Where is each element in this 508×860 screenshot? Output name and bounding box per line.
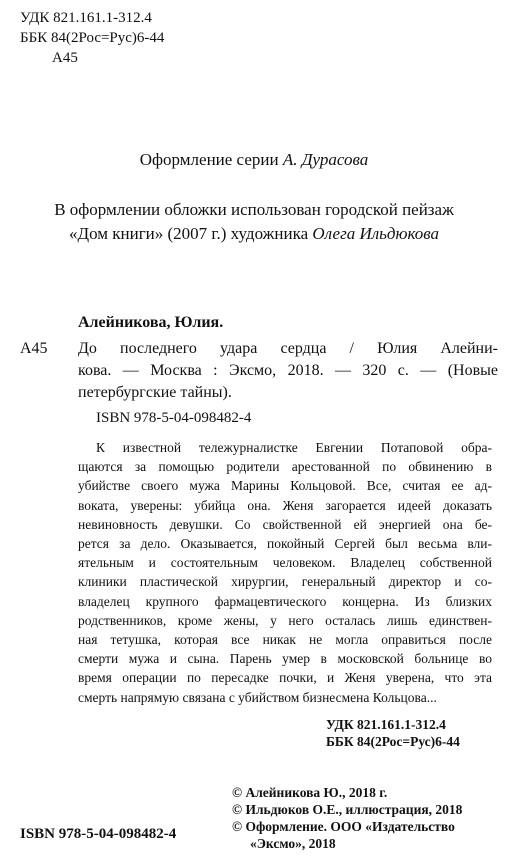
annotation-line: невиновность девушки. Со свойственной ей энергией она бе-	[78, 516, 492, 532]
annotation-line: родственников, кроме жены, у него осталась лишь единствен-	[78, 612, 492, 628]
bibliographic-entry	[78, 338, 498, 404]
bbk-code: ББК 84(2Рос=Рус)6-44	[20, 30, 165, 46]
isbn-record: ISBN 978-5-04-098482-4	[96, 410, 252, 426]
cover-credit-prefix: «Дом книги» (2007 г.) художника	[68, 224, 313, 243]
cutter-code: А45	[52, 50, 78, 66]
annotation-line: смерти мужа и сына. Парень умер в московской больнице во	[78, 651, 492, 667]
annotation	[78, 438, 492, 707]
bib-entry-line-1: До последнего удара сердца / Юлия Алейни-	[78, 340, 498, 357]
annotation-line: рется за дело. Оказывается, покойный Сергей был весьма вли-	[78, 536, 492, 552]
bib-entry-line-2: кова. — Москва : Эксмо, 2018. — 320 с. — (Новые	[78, 362, 498, 379]
cover-credit-line-2	[0, 222, 508, 246]
annotation-line: убийстве своего мужа Марины Кольцовой. Все, считая ее ад-	[78, 478, 492, 494]
udk-code: УДК 821.161.1-312.4	[20, 10, 152, 26]
annotation-line: ятельным и состоятельным человеком. Владелец собственной	[78, 555, 492, 571]
annotation-line: клиники пластической хирургии, генеральный директор и со-	[78, 574, 492, 590]
copyright-line-2: © Ильдюков О.Е., иллюстрация, 2018	[232, 802, 463, 817]
series-designer-name: А. Дурасова	[282, 150, 369, 169]
author-heading: Алейникова, Юлия.	[78, 314, 224, 331]
cover-credit-line-1: В оформлении обложки использован городской пейзаж	[54, 200, 454, 219]
copyright-line-4: «Эксмо», 2018	[250, 836, 336, 851]
copyright-line-1: © Алейникова Ю., 2018 г.	[232, 785, 388, 800]
annotation-line: К известной тележурналистке Евгении Потаповой обра-	[96, 440, 492, 455]
annotation-line: владелец крупного фармацевтического концерна. Из близких	[78, 593, 492, 609]
isbn-bottom: ISBN 978-5-04-098482-4	[20, 826, 177, 842]
annotation-line: щаются за помощью родители арестованной по обвинению в	[78, 459, 492, 475]
cutter-mark: А45	[20, 340, 48, 357]
series-credit-prefix: Оформление серии	[139, 150, 283, 169]
bib-entry-line-3: петербургские тайны).	[78, 384, 232, 401]
annotation-line: смерть напрямую связана с убийством бизнесмена Кольцова...	[78, 689, 437, 705]
cover-artist-name: Олега Ильдюкова	[312, 224, 440, 243]
cover-credit	[0, 198, 508, 246]
bbk-code-bottom: ББК 84(2Рос=Рус)6-44	[326, 734, 460, 749]
series-credit	[0, 150, 508, 170]
classification-codes-top	[20, 8, 164, 68]
annotation-line: воката, уверены: убийца она. Женя загорается идеей доказать	[78, 497, 492, 513]
annotation-line: ная тетушка, которая все никак не могла оправиться после	[78, 632, 492, 648]
copyright-line-3: © Оформление. ООО «Издательство	[232, 819, 455, 834]
udk-code-bottom: УДК 821.161.1-312.4	[326, 717, 446, 732]
copyright-block	[232, 784, 462, 852]
annotation-line: время операции по пересадке почки, и Женя уверена, что эта	[78, 670, 492, 686]
classification-codes-bottom	[326, 716, 460, 750]
